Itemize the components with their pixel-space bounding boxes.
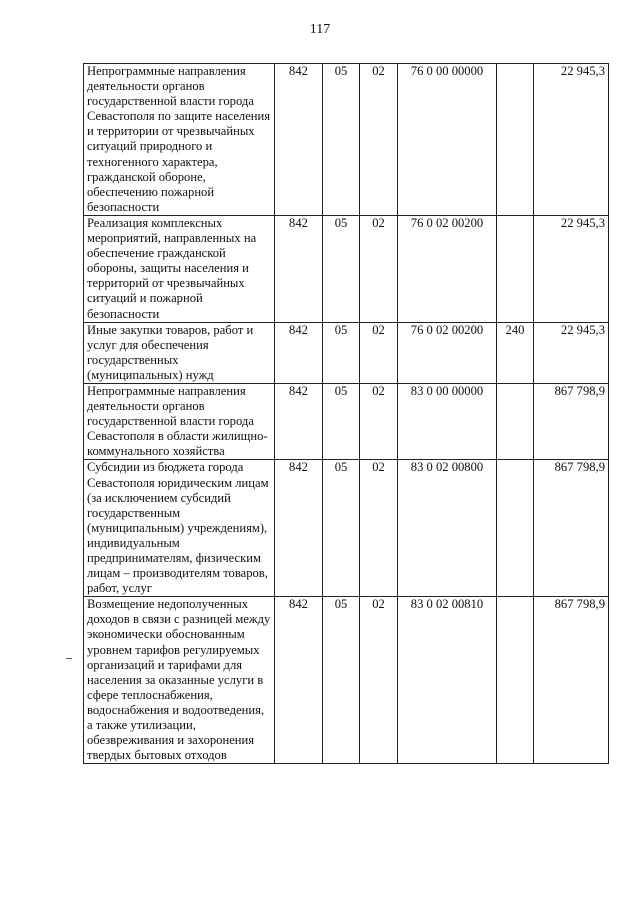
ministry-code-cell: 842 xyxy=(275,597,323,764)
expense-name-cell: Реализация комплексных мероприятий, направленных на обеспечение гражданской обороны, защиты населения и территорий от чрезвычайных ситуаций и пожарной безопасности xyxy=(84,215,275,322)
subsection-code-cell: 02 xyxy=(360,597,398,764)
table-row xyxy=(84,597,609,764)
expense-name-cell: Иные закупки товаров, работ и услуг для обеспечения государственных (муниципальных) нужд xyxy=(84,322,275,383)
target-article-cell: 83 0 02 00800 xyxy=(398,460,497,597)
expense-type-cell xyxy=(497,597,534,764)
amount-cell: 22 945,3 xyxy=(534,322,609,383)
amount-cell: 22 945,3 xyxy=(534,215,609,322)
expense-type-cell xyxy=(497,460,534,597)
margin-mark xyxy=(66,658,72,659)
expense-name-cell: Субсидии из бюджета города Севастополя юридическим лицам (за исключением субсидий государственным (муниципальным) учреждениям), индивидуальным предпринимателям, физическим лицам – производителям товаров, работ, услуг xyxy=(84,460,275,597)
expense-type-cell xyxy=(497,383,534,459)
section-code-cell: 05 xyxy=(323,322,360,383)
ministry-code-cell: 842 xyxy=(275,383,323,459)
subsection-code-cell: 02 xyxy=(360,64,398,216)
budget-table xyxy=(83,63,609,764)
subsection-code-cell: 02 xyxy=(360,383,398,459)
target-article-cell: 83 0 00 00000 xyxy=(398,383,497,459)
ministry-code-cell: 842 xyxy=(275,215,323,322)
table-row xyxy=(84,64,609,216)
section-code-cell: 05 xyxy=(323,64,360,216)
subsection-code-cell: 02 xyxy=(360,460,398,597)
table-row xyxy=(84,215,609,322)
target-article-cell: 76 0 02 00200 xyxy=(398,322,497,383)
expense-name-cell: Непрограммные направления деятельности органов государственной власти города Севастополя в области жилищно-коммунального хозяйства xyxy=(84,383,275,459)
expense-name-cell: Возмещение недополученных доходов в связи с разницей между экономически обоснованным уровнем тарифов регулируемых организаций и тарифами для населения за оказанные услуги в сфере теплоснабжения, водоснабжения и водоотведения, а также утилизации, обезвреживания и захоронения твердых бытовых отходов xyxy=(84,597,275,764)
section-code-cell: 05 xyxy=(323,215,360,322)
section-code-cell: 05 xyxy=(323,597,360,764)
amount-cell: 867 798,9 xyxy=(534,383,609,459)
ministry-code-cell: 842 xyxy=(275,460,323,597)
subsection-code-cell: 02 xyxy=(360,322,398,383)
table-row xyxy=(84,460,609,597)
ministry-code-cell: 842 xyxy=(275,322,323,383)
subsection-code-cell: 02 xyxy=(360,215,398,322)
expense-type-cell xyxy=(497,215,534,322)
target-article-cell: 76 0 00 00000 xyxy=(398,64,497,216)
table-row xyxy=(84,322,609,383)
expense-type-cell xyxy=(497,64,534,216)
amount-cell: 867 798,9 xyxy=(534,460,609,597)
expense-name-cell: Непрограммные направления деятельности органов государственной власти города Севастополя по защите населения и территории от чрезвычайных ситуаций природного и техногенного характера, гражданской обороне, обеспечению пожарной безопасности xyxy=(84,64,275,216)
expense-type-cell: 240 xyxy=(497,322,534,383)
target-article-cell: 76 0 02 00200 xyxy=(398,215,497,322)
table-row xyxy=(84,383,609,459)
amount-cell: 22 945,3 xyxy=(534,64,609,216)
amount-cell: 867 798,9 xyxy=(534,597,609,764)
page-number: 117 xyxy=(309,22,331,37)
ministry-code-cell: 842 xyxy=(275,64,323,216)
section-code-cell: 05 xyxy=(323,460,360,597)
section-code-cell: 05 xyxy=(323,383,360,459)
target-article-cell: 83 0 02 00810 xyxy=(398,597,497,764)
